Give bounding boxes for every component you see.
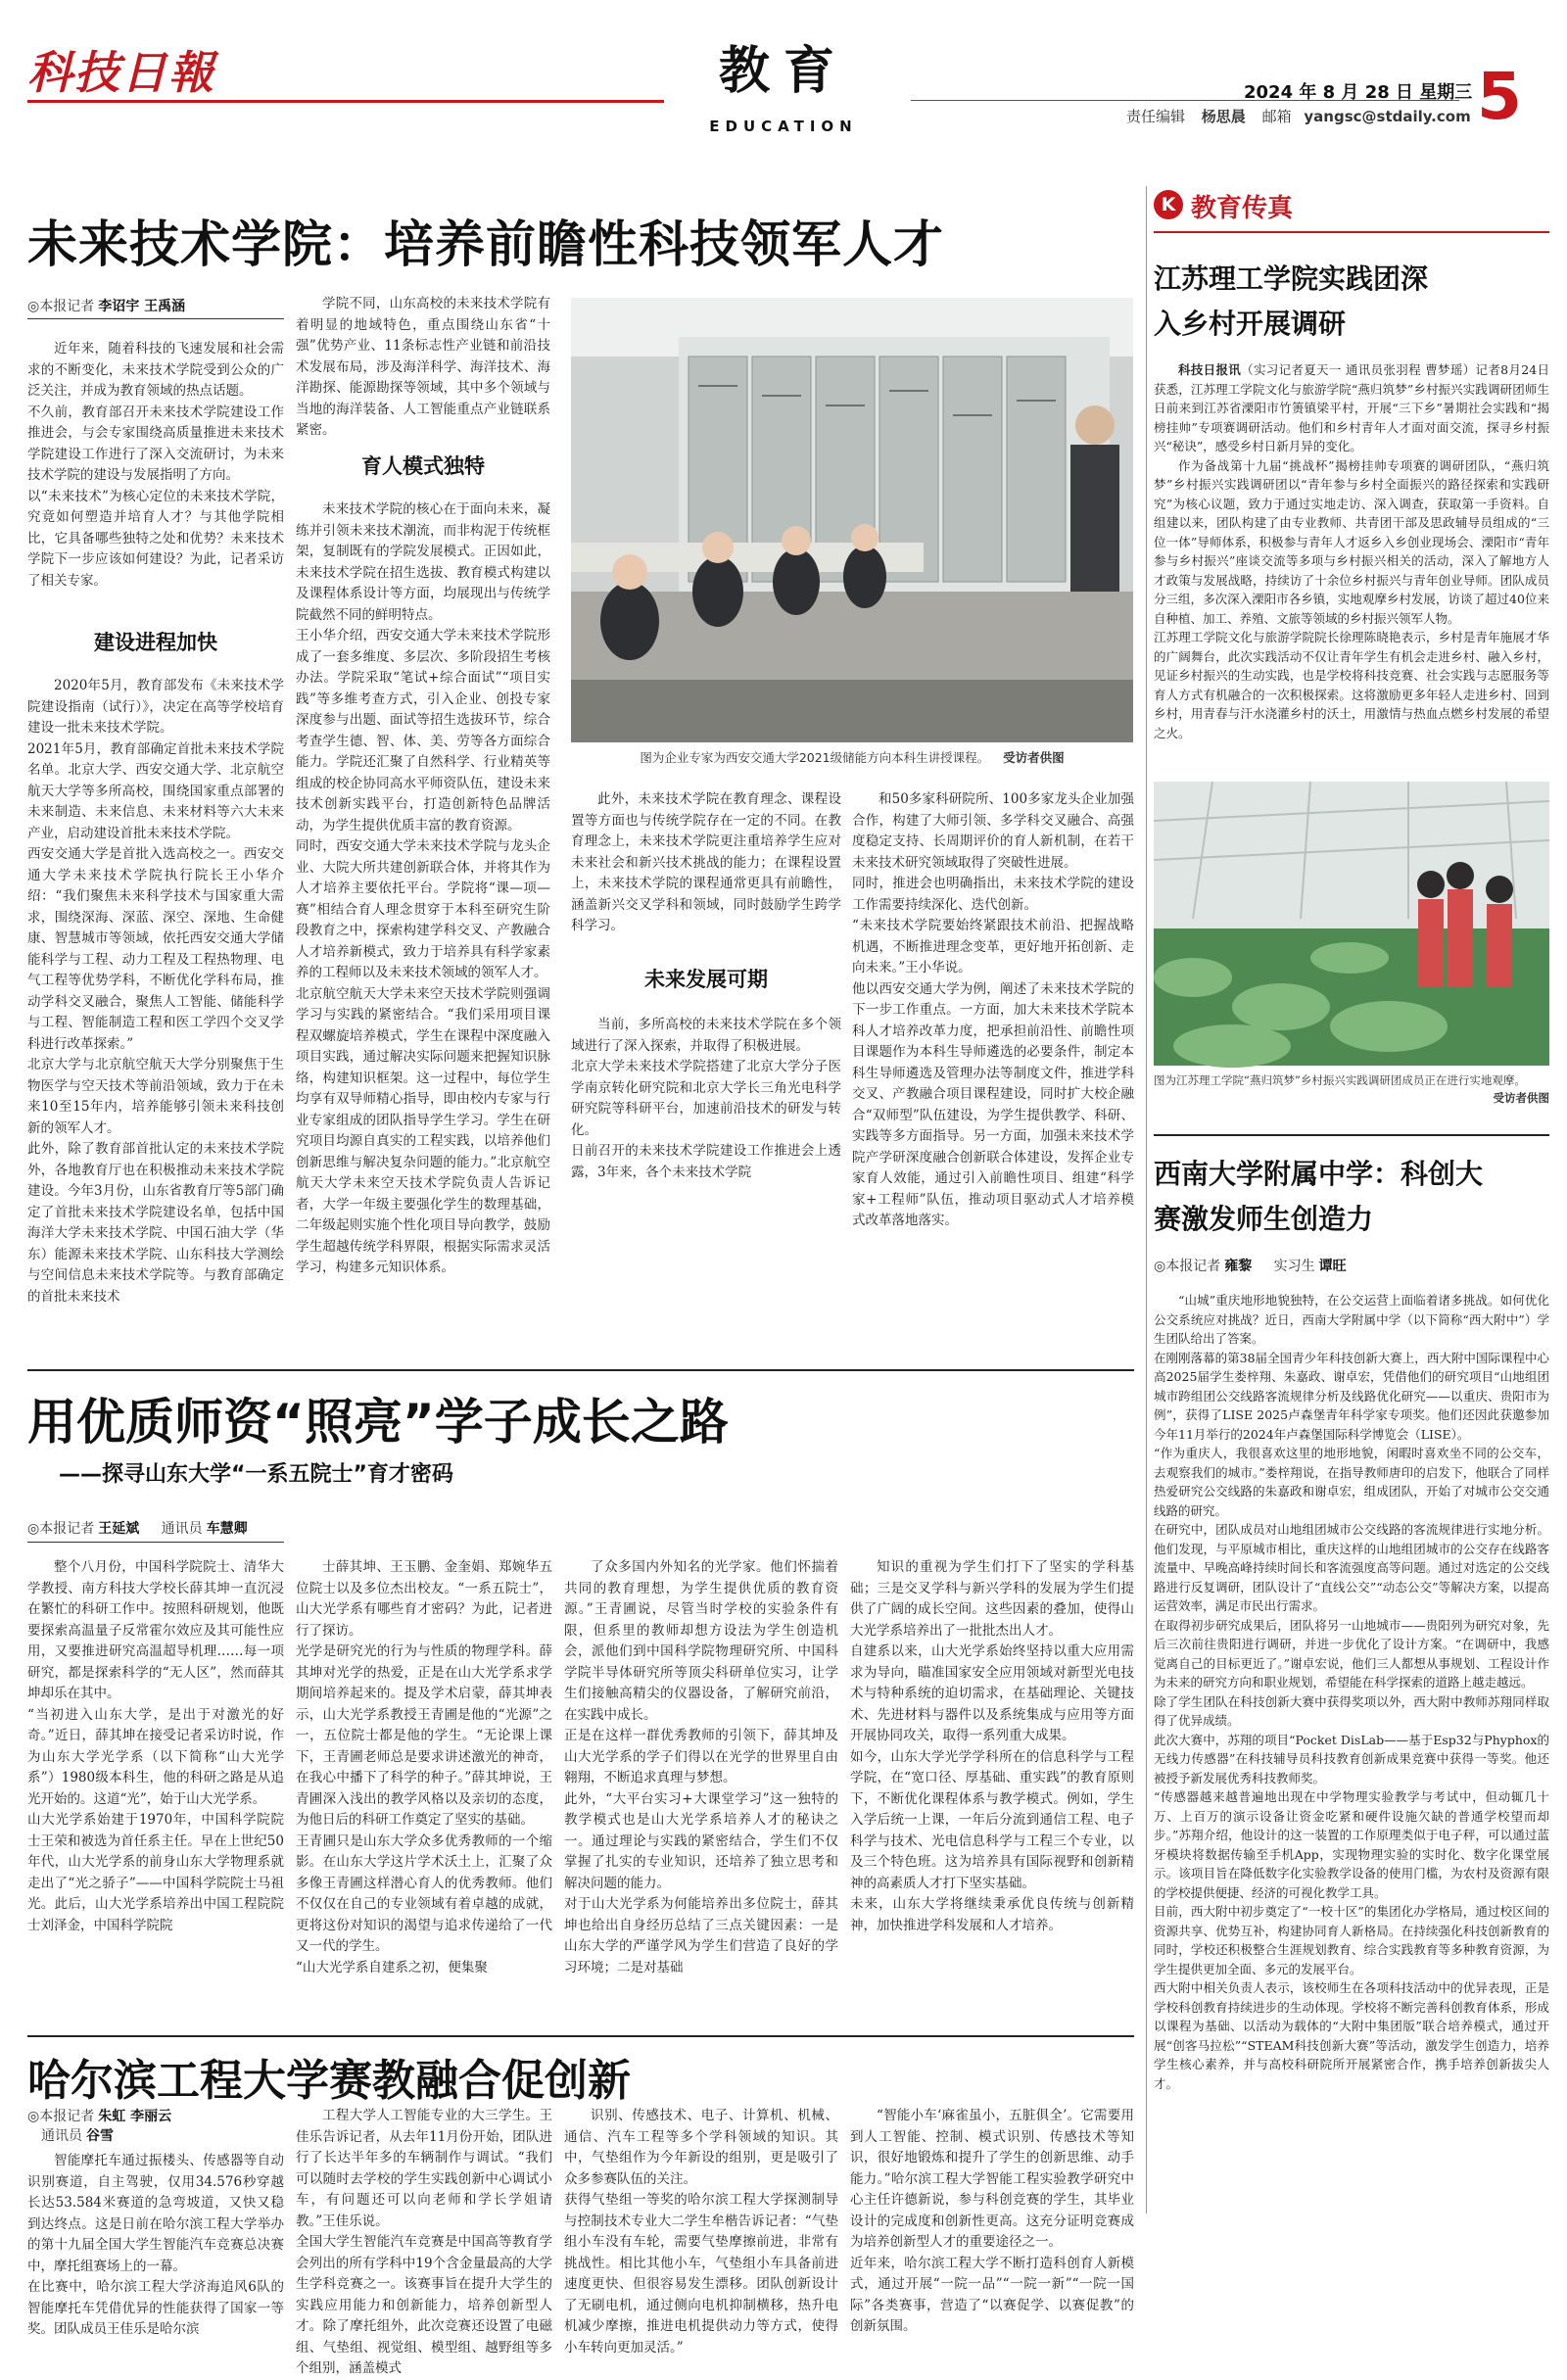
- sidebar-art2-rule: [1154, 1134, 1549, 1136]
- art1-lead-label: 科技日报讯: [1178, 362, 1242, 377]
- main-col-3b: [571, 1015, 841, 1338]
- hit-article-title[interactable]: 哈尔滨工程大学赛教融合促创新: [27, 2056, 631, 2106]
- byline-label: ◎本报记者: [1154, 1259, 1221, 1274]
- main-subhead-2: 育人模式独特: [361, 454, 485, 478]
- hit-article-byline: [27, 2106, 171, 2145]
- main-col-1b-text: 2020年5月，教育部发布《未来技术学院建设指南（试行）》，决定在高等学校培育建设一批未来技术学院。 2021年5月，教育部确定首批未来技术学院名单。北京大学、西安交通大学、北京航空航天大学等多所高校，围绕国家重点部署的未来制造、未来信息、未来材料等六大未来产业，启动建设首批未来技术学院。 西安交通大学是首批入选高校之一。西安交通大学未来技术学院执行院长王小华介绍：“我们聚焦未来科学技术与国家重大需求，围绕深海、深蓝、深空、深地、生命健康、智慧城市等领域，依托西安交通大学储能科学与工程、动力工程及工程热物理、电气工程等优势学科，不断优化学科布局，推动学科交叉融合，聚焦人工智能、储能科学与工程、智能制造工程和医工学四个交叉学科进行改革探索。” 北京大学与北京航空航天大学分别聚焦于生物医学与空天技术等前沿领域，致力于在未来10至15年内，培养能够引领未来科技创新的领军人才。 此外，除了教育部首批认定的未来技术学院外，各地教育厅也在积极推动未来技术学院建设。今年3月份，山东省教育厅等5部门确定了首批未来技术学院建设名单，包括中国海洋大学未来技术学院、中国石油大学（华东）能源未来技术学院、山东科技大学测绘与空间信息未来技术学院等。与教育部确定的首批未来技术: [27, 678, 284, 1305]
- byline-label-2: 实习生: [1273, 1259, 1315, 1274]
- byline-names-2: 车慧卿: [206, 1521, 248, 1537]
- sidebar-column-header: [1154, 186, 1549, 225]
- sdu-byline-rule: [27, 1542, 284, 1543]
- sdu-col-2: [296, 1557, 552, 2018]
- column-logo-icon: K: [1154, 190, 1183, 219]
- hit-col-2-text: 工程大学人工智能专业的大三学生。王佳乐告诉记者，从去年11月份开始，团队进行了长达半年多的车辆制作与调试。“我们可以随时去学校的学生实践创新中心调试小车，有问题还可以向老师和学长学姐请教。”王佳乐说。 全国大学生智能汽车竞赛是中国高等教育学会列出的所有学科中19个含金量最高的大学生学科竞赛之一。该赛事旨在提升大学生的实践应用能力和创新能力，培养创新型人才。除了摩托组外，此次竞赛还设置了电磁组、气垫组、视觉组、模型组、越野组等多个组别，涵盖模式: [296, 2108, 552, 2376]
- sdu-col-4-text: 知识的重视为学生们打下了坚实的学科基础；三是交叉学科与新兴学科的发展为学生们提供了广阔的成长空间。这些因素的叠加，使得山大光学系培养出了一批批杰出人才。 自建系以来，山大光学系始终坚持以重大应用需求为导向，瞄准国家安全应用领域对新型光电技术与特种系统的迫切需求，在基础理论、关键技术、先进材料与器件以及系统集成与应用等方面开展协同攻关，取得一系列重大成果。 如今，山东大学光学学科所在的信息科学与工程学院，在“宽口径、厚基础、重实践”的教育原则下，不断优化课程体系与教学模式。例如，学生入学后统一上课，一年后分流到通信工程、电子科学与技术、光电信息科学与工程三个专业，以及三个特色班。这为培养具有国际视野和创新精神的高素质人才打下坚实基础。 未来，山东大学将继续秉承优良传统与创新精神，加快推进学科发展和人才培养。: [850, 1559, 1134, 1933]
- main-col-3: [571, 789, 841, 936]
- sidebar-photo-caption-text: 图为江苏理工学院“燕归筑梦”乡村振兴实践调研团成员正在进行实地观摩。: [1154, 1073, 1526, 1087]
- sidebar-photo[interactable]: [1154, 782, 1549, 1066]
- editor-label: 责任编辑: [1126, 108, 1186, 125]
- byline-label: ◎本报记者: [27, 299, 95, 314]
- sidebar-header-rule: [1154, 231, 1549, 233]
- main-photo-caption-text: 图为企业专家为西安交通大学2021级储能方向本科生讲授课程。: [640, 750, 990, 765]
- art1-lead-rest: （实习记者夏天一 通讯员张羽程 曹梦瑶）记者8月24日获悉，江苏理工学院文化与旅游学院“燕归筑梦”乡村振兴实践调研团师生日前来到江苏省溧阳市竹箦镇梁平村，开展“三下乡”暑期社会实践和“揭榜挂帅”专项赛调研活动。他们和乡村青年人才面对面交流，探寻乡村振兴“秘诀”，感受乡村日新月异的变化。: [1154, 362, 1549, 453]
- email-label: 邮箱: [1261, 108, 1292, 125]
- sidebar-separator: [1146, 186, 1147, 2213]
- sdu-col-1: [27, 1557, 284, 2018]
- main-article-bottom-rule: [27, 1369, 1134, 1371]
- sidebar-art1-title[interactable]: 江苏理工学院实践团深入乡村开展调研: [1154, 262, 1429, 340]
- sdu-col-1-text: 整个八月份，中国科学院院士、清华大学教授、南方科技大学校长薛其坤一直沉浸在繁忙的科研工作中。按照科研规划，他既要探索高温量子反常霍尔效应及其可能性应用，又要推进研究高温超导机理……每一项研究，都是探索科学的“无人区”，然而薛其坤却乐在其中。 “当初进入山东大学，是出于对激光的好奇。”近日，薛其坤在接受记者采访时说，作为山东大学光学系（以下简称“山大光学系”）1980级本科生，他的科研之路是从追光开始的。这道“光”，始于山大光学系。 山大光学系始建于1970年，中国科学院院士王荣和被选为首任系主任。早在上世纪50年代，山大光学系的前身山东大学物理系就走出了“光之骄子”——中国科学院院士马祖光。此后，山大光学系培养出中国工程院院士刘泽金，中国科学院院: [27, 1559, 284, 1933]
- byline-rule: [27, 318, 284, 319]
- byline-names: 李诏宇 王禹涵: [98, 299, 186, 314]
- newspaper-logo[interactable]: 科技日報: [27, 46, 215, 99]
- byline-names-2: 谷雪: [86, 2128, 114, 2144]
- sdu-article-subtitle: ——探寻山东大学“一系五院士”育才密码: [59, 1462, 453, 1487]
- column-label: 教育传真: [1191, 194, 1294, 223]
- hit-col-2: [296, 2106, 552, 2376]
- byline-name-2: 谭旺: [1318, 1259, 1347, 1274]
- main-article-byline: [27, 296, 185, 315]
- sdu-article-bottom-rule: [27, 2035, 1134, 2037]
- byline-label: ◎本报记者: [27, 1521, 95, 1537]
- sdu-col-4: [850, 1557, 1134, 2018]
- art2-body-text: “山城”重庆地形地貌独特，在公交运营上面临着诸多挑战。如何优化公交系统应对挑战？近日，西南大学附属中学（以下简称“西大附中”）学生团队给出了答案。 在刚刚落幕的第38届全国青少年科技创新大赛上，西大附中国际课程中心高2025届学生娄梓翔、朱嘉政、谢卓宏，凭借他们的研究项目“山地组团城市跨组团公交线路客流规律分析及线路优化研究——以重庆、贵阳市为例”，获得了LISE 2025卢森堡青年科学家专项奖。他们还因此获邀参加今年11月举行的2024年卢森堡国际科学博览会（LISE）。 “作为重庆人，我很喜欢这里的地形地貌，闲暇时喜欢坐不同的公交车，去观察我们的城市。”娄梓翔说，在指导教师唐印的启发下，他联合了同样热爱研究公交线路的朱嘉政和谢卓宏，组成团队，开始了对城市公交交通线路的研究。 在研究中，团队成员对山地组团城市公交线路的客流规律进行实地分析。他们发现，与平原城市相比，重庆这样的山地组团城市的公交存在线路客流量中、早晚高峰持续时间长和客流强度高等问题。通过对选定的公交线路进行反复调研，团队设计了“直线公交”“动态公交”等解决方案，以提高运营效率，满足市民出行需求。 在取得初步研究成果后，团队将另一山地城市——贵阳列为研究对象，先后三次前往贵阳进行调研，并进一步优化了设计方案。“在调研中，我感觉离自己的目标更近了。”谢卓宏说，他们三人都想从事规划、工程设计作为未来的研究方向和职业规划，希望能在科学探索的道路上越走越远。 除了学生团队在科技创新大赛中获得奖项以外，西大附中教师苏翔同样取得了优异成绩。 此次大赛中，苏翔的项目“Pocket DisLab——基于Esp32与Phyphox的无线力传感器”在科技辅导员科技教育创新成果竞赛中获得一等奖。他还被授予新发展优秀科技教师奖。 “传感器越来越普遍地出现在中学物理实验教学与考试中，但动辄几十万、上百万的演示设备让资金吃紧和硬件设施欠缺的普通学校望而却步。”苏翔介绍，他设计的这一装置的工作原理类似于电子秤，可以通过蓝牙模块将数据传输至手机App，实现物理实验的实时化、数字化课堂展示。该项目旨在降低数字化实验教学设备的使用门槛，为农村及资源有限的学校提供便捷、经济的可视化教学工具。 目前，西大附中初步奠定了“一校十区”的集团化办学格局，通过校区间的资源共享、优势互补，构建协同育人新格局。在持续强化科技创新教育的同时，学校还积极整合生涯规划教育、综合实践教育等多种教育资源，为学生提供更加全面、多元的发展平台。 西大附中相关负责人表示，该校师生在各项科技活动中的优异表现，正是学校科创教育持续进步的生动体现。学校将不断完善科创教育体系，形成以课程为基础、以活动为载体的“大附中集团版”联合培养模式，通过开展“创客马拉松”“STEAM科技创新大赛”等活动，激发学生创造力，培养学生核心素养，并与高校科研院所开展紧密合作，携手培养创新拔尖人才。: [1154, 1293, 1549, 2091]
- red-rule-left: [27, 100, 664, 103]
- sdu-article-title[interactable]: 用优质师资“照亮”学子成长之路: [27, 1394, 729, 1451]
- main-col-1: [27, 339, 284, 603]
- editor-name: 杨思晨: [1201, 108, 1246, 125]
- main-col-2-text: 学院不同，山东高校的未来技术学院有着明显的地域特色，重点围绕山东省“十强”优势产业、11条标志性产业链和前沿技术发展布局，涉及海洋科学、海洋技术、海洋勘探、能源勘探等领域，其中多个领域与当地的海洋装备、人工智能重点产业链联系紧密。: [296, 296, 550, 438]
- sdu-col-3-text: 了众多国内外知名的光学家。他们怀揣着共同的教育理想，为学生提供优质的教育资源。”王青圃说，尽管当时学校的实验条件有限，但系里的教师却想方设法为学生创造机会，派他们到中国科学院物理研究所、中国科学院半导体研究所等顶尖科研单位实习，让学生们接触高精尖的仪器设备，了解研究前沿，在实践中成长。 正是在这样一群优秀教师的引领下，薛其坤及山大光学系的学子们得以在光学的世界里自由翱翔，不断追求真理与梦想。 此外，“大平台实习+大课堂学习”这一独特的教学模式也是山大光学系培养人才的秘诀之一。通过理论与实践的紧密结合，学生们不仅掌握了扎实的专业知识，还培养了独立思考和解决问题的能力。 对于山大光学系为何能培养出多位院士，薛其坤也给出自身经历总结了三点关键因素：一是山东大学的严谨学风为学生们营造了良好的学习环境；二是对基础: [564, 1559, 838, 1975]
- art1-body-text: 作为备战第十九届“挑战杯”揭榜挂帅专项赛的调研团队，“燕归筑梦”乡村振兴实践调研团以“青年参与乡村全面振兴的路径探索和实践研究”为核心议题，致力于通过实地走访、深入调查，获取第一手资料。自组建以来，团队构建了由专业教师、共青团干部及思政辅导员组成的“三位一体”导师体系，积极参与青年人才返乡入乡创业现场会、溧阳市“青年参与乡村振兴”座谈交流等多项与乡村振兴相关的活动，深入了解地方人才政策与发展战略，持续访了十余位乡村振兴与青年创业导师。团队成员分三组，多次深入溧阳市各乡镇，实地观摩乡村发展，访谈了超过40位来自种植、加工、养殖、文旅等领域的乡村振兴领军人物。 江苏理工学院文化与旅游学院院长徐理陈晓艳表示，乡村是青年施展才华的广阔舞台，此次实践活动不仅让青年学生有机会走进乡村、融入乡村，见证乡村振兴的生动实践，也是学校将科技竞赛、社会实践与志愿服务等育人方式有机融合的一次积极探索。这将激励更多年轻人走进乡村、回到乡村，用青春与汗水浇灌乡村的沃土，用激情与热血点燃乡村发展的希望之火。: [1154, 457, 1549, 740]
- hit-col-1-text: 智能摩托车通过振楼头、传感器等自动识别赛道，自主驾驶，仅用34.576秒穿越长达53.584米赛道的急弯坡道，又快又稳到达终点。这是日前在哈尔滨工程大学举办的第十九届全国大学生智能汽车竞赛总决赛中，摩托组赛场上的一幕。 在比赛中，哈尔滨工程大学济海追风6队的智能摩托车凭借优异的性能获得了国家一等奖。团队成员王佳乐是哈尔滨: [27, 2153, 284, 2337]
- sidebar-art2-title[interactable]: 西南大学附属中学：科创大赛激发师生创造力: [1154, 1158, 1484, 1235]
- sidebar-art2-byline: [1154, 1256, 1347, 1275]
- main-col-3b-text: 当前，多所高校的未来技术学院在多个领域进行了深入探索，并取得了积极进展。 北京大学未来技术学院搭建了北京大学分子医学南京转化研究院和北京大学长三角光电科学研究院等科研平台，加速前沿技术的研发与转化。 日前召开的未来技术学院建设工作推进会上透露，3年来，各个未来技术学院: [571, 1017, 841, 1180]
- main-col-2b-text: 未来技术学院的核心在于面向未来，凝练并引领未来技术潮流，而非构泥于传统框架，复制既有的学院发展模式。正因如此，未来技术学院在招生选拔、教育模式构建以及课程体系设计等方面，均展现出与传统学院截然不同的鲜明特点。 王小华介绍，西安交通大学未来技术学院形成了一套多维度、多层次、多阶段招生考核办法。学院采取“笔试+综合面试”“项目实践”等多维考查方式，引入企业、创投专家深度参与出题、面试等招生选拔环节，综合考查学生德、智、体、美、劳等各方面综合能力。学院还汇聚了自然科学、行业精英等组成的校企协同高水平师资队伍，建设未来技术创新实践平台，打造创新特色品牌活动，为学生提供优质丰富的教育资源。 同时，西安交通大学未来技术学院与龙头企业、大院大所共建创新联合体，并将其作为人才培养主要依托平台。学院将“课—项—赛”相结合育人理念贯穿于本科至研究生阶段教育之中，探索构建学科交叉、产教融合人才培养新模式，致力于培养具有科学家素养的工程师以及未来技术领域的领军人才。 北京航空航天大学未来空天技术学院则强调学习与实践的紧密结合。“我们采用项目课程双螺旋培养模式，学生在课程中深度融入项目实践，通过解决实际问题来把握知识脉络，构建知识框架。这一过程中，每位学生均享有双导师精心指导，即由校内专家与行业专家组成的团队指导学生学习。学生在研究项目均源自真实的工程实践，以培养他们创新思维与解决复杂问题的能力。”北京航空航天大学未来空天技术学院负责人告诉记者，大学一年级主要强化学生的数理基础，二年级起则实施个性化项目导向教学，鼓励学生超越传统学科界限，根据实际需求灵活学习，构建多元知识体系。: [296, 501, 550, 1275]
- hit-col-3: [564, 2106, 838, 2356]
- byline-names: 王延斌: [98, 1521, 140, 1537]
- issue-date: 2024 年 8 月 28 日 星期三: [1244, 82, 1473, 103]
- byline-label-2: 通讯员: [161, 1521, 203, 1537]
- sdu-col-3: [564, 1557, 838, 2018]
- main-photo-credit: 受访者供图: [1003, 750, 1065, 765]
- main-col-2: [296, 294, 550, 438]
- sdu-article-byline: [27, 1518, 248, 1538]
- editor-email[interactable]: yangsc@stdaily.com: [1304, 108, 1471, 125]
- byline-names: 朱虹 李丽云: [98, 2109, 172, 2124]
- byline-name: 雍黎: [1224, 1259, 1253, 1274]
- main-subhead-1: 建设进程加快: [94, 631, 217, 654]
- byline-label: ◎本报记者: [27, 2109, 95, 2124]
- sidebar-photo-caption: [1154, 1071, 1549, 1107]
- sidebar-art1-text: [1154, 360, 1549, 772]
- main-col-1-text: 近年来，随着科技的飞速发展和社会需求的不断变化，未来技术学院受到公众的广泛关注，并成为教育领域的热点话题。 不久前，教育部召开未来技术学院建设工作推进会，与会专家围绕高质量推进未来技术学院建设工作进行了深入交流研讨，为未来技术学院的建设与发展指明了方向。 以“未来技术”为核心定位的未来技术学院，究竟如何塑造并培育人才？与其他学院相比，它具备哪些独特之处和优势？未来技术学院下一步应该如何建设？为此，记者采访了相关专家。: [27, 341, 284, 589]
- greenhouse-photo-art: [1154, 782, 1549, 1066]
- page-number: 5: [1477, 59, 1522, 134]
- editor-info: [1126, 106, 1471, 126]
- sidebar-photo-credit: 受访者供图: [1493, 1091, 1549, 1105]
- hit-col-4-text: “智能小车‘麻雀虽小，五脏俱全’。它需要用到人工智能、控制、模式识别、传感技术等知识，很好地锻炼和提升了学生的创新思维、动手能力。”哈尔滨工程大学智能工程实验教学研究中心主任许德新说，参与科创竞赛的学生，其毕业设计的完成度和创新性更高。这充分证明竞赛成为培养创新型人才的重要途径之一。 近年来，哈尔滨工程大学不断打造科创育人新模式，通过开展“一院一品”“一院一新”“一院一国际”各类赛事，营造了“以赛促学、以赛促教”的创新氛围。: [850, 2108, 1134, 2334]
- section-title-en: EDUCATION: [709, 118, 858, 135]
- section-title: 教育: [718, 42, 848, 101]
- hit-col-1: [27, 2151, 284, 2337]
- byline-label-2: 通讯员: [41, 2128, 82, 2144]
- main-subhead-3: 未来发展可期: [644, 968, 768, 991]
- main-photo-caption: [571, 748, 1133, 768]
- main-photo[interactable]: [571, 298, 1133, 742]
- main-article-title[interactable]: 未来技术学院：培养前瞻性科技领军人才: [27, 216, 945, 274]
- main-col-4-text: 和50多家科研院所、100多家龙头企业加强合作，构建了大师引领、多学科交叉融合、高强度稳定支持、长周期评价的育人新机制，在若干未来技术研究领域取得了突破性进展。 同时，推进会也明确指出，未来技术学院的建设工作需要持续深化、迭代创新。 “未来技术学院要始终紧跟技术前沿、把握战略机遇，不断推进理念变革，更好地开拓创新、走向未来。”王小华说。 他以西安交通大学为例，阐述了未来技术学院的下一步工作重点。一方面，加大未来技术学院本科人才培养改革力度，把承担前沿性、前瞻性项目课题作为本科生导师遴选的必要条件，制定本科生导师遴选及管理办法等制度文件，推进学科交叉、产教融合项目课程建设，同时扩大校企融合“双师型”队伍建设，为学生提供教学、科研、实践等多方面指导。另一方面，加强未来技术学院产学研深度融合创新联合体建设，发挥企业专家育人效能，通过引入前瞻性项目、组建“科学家+工程师”队伍，推动项目驱动式人才培养模式改革落地落实。: [852, 791, 1134, 1228]
- classroom-photo-art: [571, 298, 1133, 742]
- hit-col-3-text: 识别、传感技术、电子、计算机、机械、通信、汽车工程等多个学科领域的知识。其中，气垫组作为今年新设的组别，更是吸引了众多参赛队伍的关注。 获得气垫组一等奖的哈尔滨工程大学探测制导与控制技术专业大二学生牟楷告诉记者：“气垫组小车没有车轮，需要气垫摩擦前进，非常有挑战性。相比其他小车，气垫组小车具备前进速度更快、但很容易发生漂移。团队创新设计了无刷电机，通过侧向电机抑制横移，热升电机减少摩擦，推进电机提供动力等方式，使得小车转向更加灵活。”: [564, 2108, 838, 2356]
- main-col-4: [852, 789, 1134, 1338]
- hit-col-4: [850, 2106, 1134, 2334]
- main-col-3-text: 此外，未来技术学院在教育理念、课程设置等方面也与传统学院存在一定的不同。在教育理念上，未来技术学院更注重培养学生应对未来社会和新兴技术挑战的能力；在课程设置上，未来技术学院的课程通常更具有前瞻性，涵盖新兴交叉学科和领域，同时鼓励学生跨学科学习。: [571, 791, 841, 933]
- sidebar-art2-text: [1154, 1291, 1549, 2215]
- sdu-col-2-text: 士薛其坤、王玉鹏、金奎娟、郑婉华五位院士以及多位杰出校友。“一系五院士”，山大光学系有哪些育才密码？为此，记者进行了探访。 光学是研究光的行为与性质的物理学科。薛其坤对光学的热爱，正是在山大光学系求学期间培养起来的。提及学术启蒙，薛其坤表示，山大光学系教授王青圃是他的“光源”之一，五位院士都是他的学生。“无论课上课下，王青圃老师总是要求讲述激光的神奇，在我心中播下了科学的种子。”薛其坤说，王青圃深入浅出的教学风格以及亲切的态度，为他日后的科研工作奠定了坚实的基础。 王青圃只是山东大学众多优秀教师的一个缩影。在山东大学这片学术沃土上，汇聚了众多像王青圃这样潜心育人的优秀教师。他们不仅仅在自己的专业领域有着卓越的成就，更将这份对知识的渴望与追求传递给了一代又一代的学生。 “山大光学系自建系之初，便集聚: [296, 1559, 552, 1975]
